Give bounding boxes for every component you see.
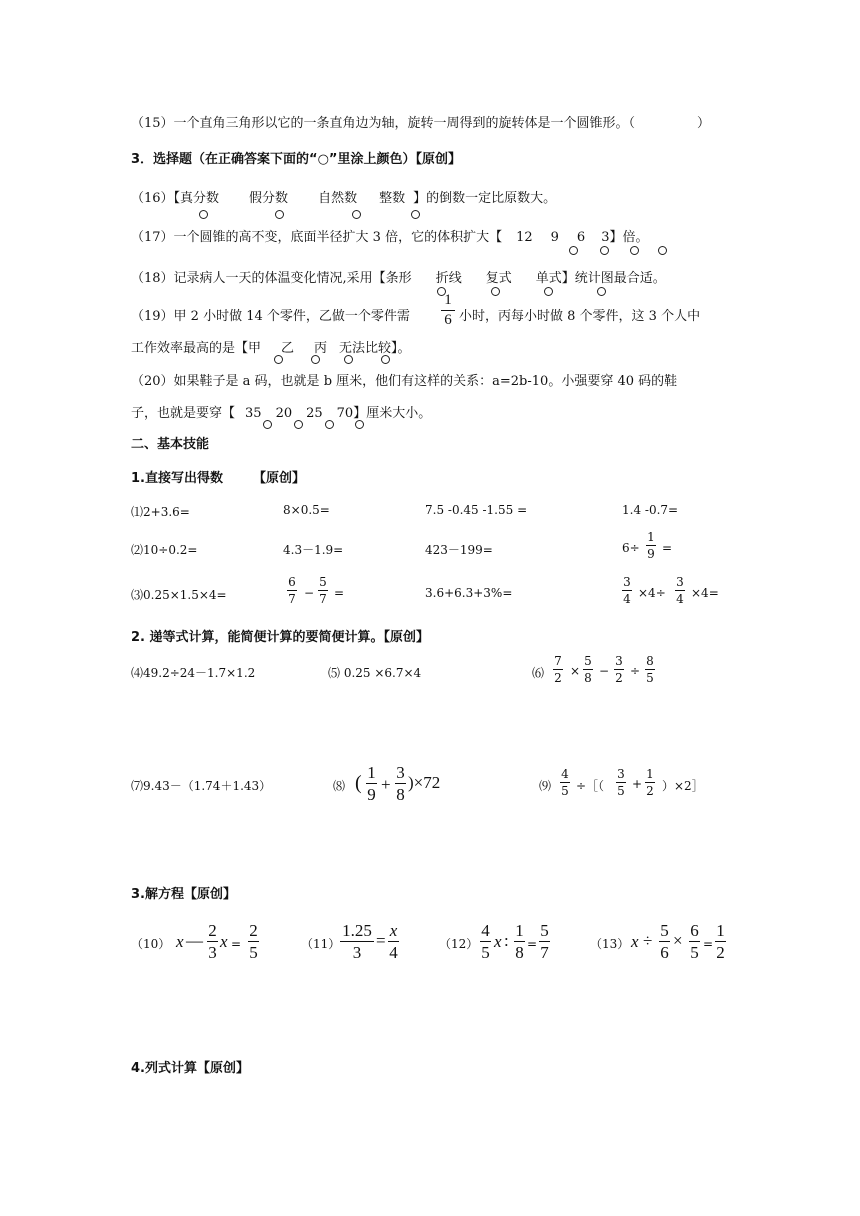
fraction: 2 3 (208, 921, 217, 962)
skills-heading: 二、基本技能 (131, 437, 210, 452)
answer-circle[interactable] (569, 246, 578, 255)
equation-12-label: （12） (439, 937, 479, 951)
fraction: 5 8 (584, 654, 592, 685)
question-18: （18）记录病人一天的体温变化情况,采用【条形 折线 复式 单式】统计图最合适。 (131, 271, 666, 286)
fraction: 5 7 (540, 921, 549, 962)
fraction-one-sixth: 1 6 (441, 293, 455, 328)
question-20-line1: （20）如果鞋子是 a 码，也就是 b 厘米，他们有这样的关系：a=2b-10。小强要穿 40 码的鞋 (131, 374, 678, 389)
answer-circle[interactable] (600, 246, 609, 255)
fraction: 5 6 (660, 921, 669, 962)
answer-circle[interactable] (325, 420, 334, 429)
answer-circle[interactable] (381, 355, 390, 364)
var-x: x (220, 932, 228, 951)
fraction: 1.25 3 (340, 922, 374, 961)
problem-8-label: ⑻ (333, 779, 346, 793)
choice-heading: 3．选择题（在正确答案下面的“○”里涂上颜色）【原创】 (131, 152, 461, 167)
times: × (570, 664, 581, 678)
calc-2-3: 423－199= (425, 543, 493, 557)
calc-1-1: ⑴2+3.6= (131, 505, 190, 519)
fraction: 1 9 (367, 763, 376, 804)
plus: + (381, 775, 391, 794)
equals: = (527, 937, 538, 951)
problem-6-label: ⑹ (532, 666, 545, 680)
minus: — (186, 931, 203, 950)
var-x: x (631, 932, 639, 951)
paren-open: ( (355, 772, 362, 794)
s4-heading: 4.列式计算【原创】 (131, 1061, 249, 1076)
s2-heading: 2. 递等式计算，能简便计算的要简便计算。【原创】 (131, 630, 430, 645)
bracket-close: ）×2］ (662, 779, 704, 793)
answer-circle[interactable] (263, 420, 272, 429)
var-x: x (494, 932, 502, 951)
problem-7: ⑺9.43－（1.74＋1.43） (131, 779, 272, 793)
calc-3-4-end: ×4= (691, 586, 719, 600)
equals: = (334, 586, 345, 600)
minus: − (599, 664, 610, 678)
question-20-line2: 子，也就是要穿【 35 20 25 70】厘米大小。 (131, 406, 432, 421)
question-15: （15）一个直角三角形以它的一条直角边为轴，旋转一周得到的旋转体是一个圆锥形。（ ） (131, 116, 711, 131)
question-16: （16）【真分数 假分数 自然数 整数 】的倒数一定比原数大。 (131, 191, 557, 206)
divide: ÷ (630, 664, 641, 678)
fraction: 3 2 (615, 654, 623, 685)
divide-bracket: ÷［（ (576, 779, 605, 793)
var-x: x (176, 932, 184, 951)
problem-4: ⑷49.2÷24－1.7×1.2 (131, 666, 256, 680)
calc-3-3: 3.6+6.3+3%= (425, 586, 513, 600)
answer-circle[interactable] (311, 355, 320, 364)
calc-3-1: ⑶0.25×1.5×4= (131, 588, 227, 602)
answer-circle[interactable] (294, 420, 303, 429)
equation-13-label: （13） (590, 937, 630, 951)
fraction: 1 2 (646, 767, 654, 798)
answer-circle[interactable] (355, 420, 364, 429)
calc-2-1: ⑵10÷0.2= (131, 543, 198, 557)
minus: − (304, 586, 315, 600)
calc-2-2: 4.3－1.9= (283, 543, 344, 557)
equals: = (703, 937, 714, 951)
fraction: 5 7 (319, 575, 327, 606)
answer-circle[interactable] (411, 210, 420, 219)
fraction: 3 4 (676, 575, 684, 606)
fraction: 4 5 (481, 921, 490, 962)
answer-circle[interactable] (344, 355, 353, 364)
calc-1-2: 8×0.5= (283, 503, 330, 517)
fraction: x 4 (389, 921, 398, 962)
answer-circle[interactable] (630, 246, 639, 255)
s1-heading: 1.直接写出得数 【原创】 (131, 471, 305, 486)
answer-circle[interactable] (597, 287, 606, 296)
equation-11-label: （11） (301, 937, 341, 951)
question-19-line1: （19）甲 2 小时做 14 个零件，乙做一个零件需 (131, 309, 410, 324)
times: × (673, 931, 683, 950)
question-17: （17）一个圆锥的高不变，底面半径扩大 3 倍，它的体积扩大【 12 9 6 3】倍。 (131, 230, 649, 245)
fraction: 3 8 (396, 763, 405, 804)
calc-2-4-prefix: 6÷ (622, 541, 640, 555)
equation-10-label: （10） (131, 937, 171, 951)
equals: = (662, 541, 673, 555)
equals: = (376, 931, 386, 950)
calc-1-3: 7.5 -0.45 -1.55 = (425, 503, 528, 517)
answer-circle[interactable] (491, 287, 500, 296)
calc-3-4-mid: ×4÷ (638, 586, 666, 600)
s3-heading: 3.解方程【原创】 (131, 887, 236, 902)
answer-circle[interactable] (199, 210, 208, 219)
fraction: 8 5 (646, 654, 654, 685)
calc-1-4: 1.4 -0.7= (622, 503, 679, 517)
plus: + (632, 777, 643, 791)
divide: ÷ (643, 931, 653, 950)
problem-9-label: ⑼ (539, 779, 552, 793)
fraction: 4 5 (561, 767, 569, 798)
answer-circle[interactable] (658, 246, 667, 255)
answer-circle[interactable] (544, 287, 553, 296)
fraction: 3 4 (623, 575, 631, 606)
fraction: 1 9 (647, 530, 655, 561)
fraction: 7 2 (554, 654, 562, 685)
problem-5: ⑸ 0.25 ×6.7×4 (328, 666, 422, 680)
paren-close-times: )×72 (408, 773, 441, 792)
fraction: 1 8 (515, 921, 524, 962)
fraction: 1 2 (716, 921, 725, 962)
answer-circle[interactable] (274, 355, 283, 364)
question-19-line2: 工作效率最高的是【甲 乙 丙 无法比较】。 (131, 341, 411, 356)
fraction: 3 5 (617, 767, 625, 798)
fraction: 6 7 (288, 575, 296, 606)
answer-circle[interactable] (352, 210, 361, 219)
fraction: 6 5 (690, 921, 699, 962)
equals: = (231, 937, 242, 951)
colon: : (504, 931, 509, 950)
answer-circle[interactable] (275, 210, 284, 219)
question-19-line1b: 小时，丙每小时做 8 个零件，这 3 个人中 (459, 309, 701, 324)
fraction: 2 5 (249, 921, 258, 962)
